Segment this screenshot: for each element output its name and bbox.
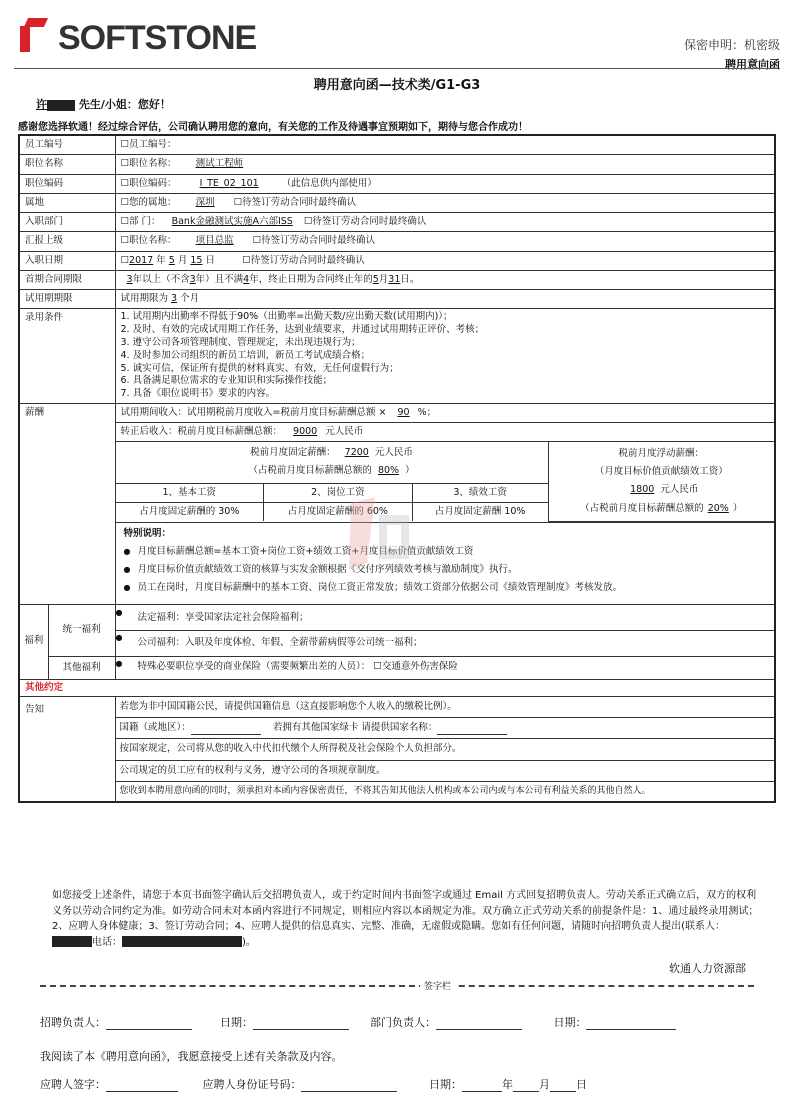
row-conditions: [19, 309, 775, 404]
row-probation: 试用期期限 试用期限为 3 个月: [19, 290, 775, 309]
condition-item: 7. 具备《职位说明书》要求的内容。: [120, 388, 276, 400]
notice-line: 公司规定的员工应有的权利与义务，遵守公司的各项规章制度。: [116, 761, 775, 782]
row-location: [19, 193, 775, 212]
date-blank[interactable]: [586, 1018, 676, 1030]
salary-breakdown-table: 税前月度固定薪酬： 7200 元人民币 （占税前月度目标薪酬总额的 80% ） 税前月度浮动薪酬： （月度目标价值贡献绩效工资） 1800 元人民币 （占税前月度目标薪酬总额的 20% ） 1、基本工资 2、岗位工资 3、绩效工资 占月度固定薪酬的 30% 占月度固定薪酬的 60% 占月度固定薪酬 10%: [116, 442, 775, 521]
ratio-basic: 占月度固定薪酬的 30%: [116, 502, 264, 521]
checkbox-pending[interactable]: [234, 197, 243, 208]
offer-table: [18, 134, 776, 803]
special-note-item: ● 月度目标薪酬总额=基本工资+岗位工资+绩效工资+月度目标价值贡献绩效工资: [124, 545, 767, 559]
nationality-blank[interactable]: [191, 723, 261, 735]
checkbox-pending[interactable]: [242, 255, 251, 266]
float-salary-sub: （月度目标价值贡献绩效工资）: [594, 466, 728, 478]
recruiter-label: 招聘负责人：: [40, 1016, 106, 1029]
special-note-item: ● 员工在岗时，月度目标薪酬中的基本工资、岗位工资正常发放；绩效工资部分依据公司《绩效管理制度》考核发放。: [124, 581, 767, 595]
confidentiality-label: 保密申明：机密级: [683, 38, 780, 52]
location-pending: 待签订劳动合同时最终确认: [242, 196, 357, 208]
acceptance-statement: 我阅读了本《聘用意向函》，我愿意接受上述有关条款及内容。: [40, 1050, 343, 1063]
row-position-name: [19, 155, 775, 174]
label-location: 属地: [19, 193, 115, 212]
redacted-name: [47, 100, 75, 111]
year-label: 年: [501, 1078, 513, 1091]
condition-item: 1. 试用期内出勤率不得低于90%（出勤率=出勤天数/应出勤天数(试用期内)）；: [120, 311, 453, 323]
department-prefix: 部 门：: [129, 216, 161, 227]
label-position-code: 职位编码: [19, 174, 115, 193]
label-other-benefits: 其他福利: [48, 657, 115, 679]
position-name-value: 测试工程师: [195, 158, 244, 170]
float-salary-amount: 1800: [630, 484, 655, 496]
regular-income-amount: 9000: [293, 426, 318, 438]
checkbox[interactable]: [121, 158, 130, 169]
condition-item: 6. 具备满足职位需求的专业知识和实际操作技能；: [120, 375, 333, 387]
checkbox[interactable]: [373, 661, 382, 672]
fixed-salary-amount: 7200: [344, 447, 369, 459]
applicant-id-blank[interactable]: [301, 1080, 397, 1092]
unified-benefit-text: 法定福利：享受国家法定社会保险福利；: [137, 612, 309, 624]
contract-years-c: 4: [243, 273, 250, 285]
redacted-phone: [122, 936, 242, 947]
recruiter-blank[interactable]: [106, 1018, 192, 1030]
row-salary: [19, 403, 775, 422]
label-start-date: 入职日期: [19, 251, 115, 270]
position-code-note: （此信息供内部使用）: [281, 177, 377, 189]
location-prefix: 您的属地：: [129, 196, 177, 208]
probation-income-unit: %；: [417, 406, 437, 418]
other-benefit-text: 特殊必要职位享受的商业保险（需要频繁出差的人员）：: [137, 660, 371, 672]
probation-income-text: 试用期间收入：试用期税前月度收入=税前月度目标薪酬总额 ×: [120, 406, 387, 418]
name-prefix: 许: [36, 98, 47, 111]
notice-line: 您收到本聘用意向函的同时，须承担对本函内容保密责任，不将其告知其他法人机构或本公司内或与本公司有利益关系的其他自然人。: [119, 785, 651, 796]
contract-end-day: 31: [388, 273, 401, 285]
unified-benefit-text: 公司福利：入职及年度体检、年假、全薪带薪病假等公司统一福利；: [137, 637, 423, 649]
component-post: 2、岗位工资: [264, 483, 413, 502]
checkbox[interactable]: [121, 178, 130, 189]
applicant-sign-row: [40, 1076, 587, 1092]
date-label: 日期：: [553, 1016, 587, 1029]
date-blank[interactable]: [253, 1018, 349, 1030]
fixed-salary-unit: 元人民币: [374, 447, 413, 459]
unified-benefit-item: [116, 606, 775, 631]
month-label: 月: [538, 1078, 550, 1091]
float-ratio-prefix: （占税前月度目标薪酬总额的: [580, 502, 704, 514]
row-position-code: [19, 174, 775, 193]
watermark-icon: [345, 493, 417, 575]
position-code-prefix: 职位编码：: [129, 177, 177, 189]
date-label: 日期：: [428, 1078, 462, 1091]
day-label: 日: [575, 1078, 587, 1091]
department-pending: 待签订劳动合同时最终确认: [312, 216, 427, 227]
checkbox[interactable]: [121, 197, 130, 208]
logo-mark: [20, 26, 30, 52]
report-to-pending: 待签订劳动合同时最终确认: [261, 235, 376, 247]
checkbox[interactable]: [121, 216, 130, 227]
checkbox[interactable]: [121, 235, 130, 246]
location-value: 深圳: [195, 196, 215, 208]
applicant-sign-blank[interactable]: [106, 1080, 178, 1092]
logo-text: SOFTSTONE: [58, 19, 257, 57]
year-blank[interactable]: [462, 1080, 502, 1092]
employee-no-text: 员工编号：: [129, 139, 177, 150]
probation-income-pct: 90: [397, 406, 410, 418]
component-basic: 1、基本工资: [116, 483, 264, 502]
date-label: 日期：: [219, 1016, 253, 1029]
label-benefits: 福利: [20, 605, 48, 679]
ratio-performance: 占月度固定薪酬 10%: [412, 502, 548, 521]
dept-head-blank[interactable]: [436, 1018, 522, 1030]
nationality-label: 国籍（或地区）：: [119, 722, 191, 734]
regular-income-unit: 元人民币: [325, 426, 364, 438]
applicant-id-label: 应聘人身份证号码：: [202, 1078, 302, 1091]
other-agreement-heading: 其他约定: [19, 679, 775, 696]
page-title: 聘用意向函—技术类/G1-G3: [313, 78, 481, 93]
softstone-logo: [20, 18, 257, 58]
unified-benefit-item: [116, 631, 775, 656]
component-performance: 3、绩效工资: [412, 483, 548, 502]
row-report-to: [19, 232, 775, 251]
benefits-label-table: [20, 605, 115, 679]
checkbox-pending[interactable]: [253, 235, 262, 246]
other-benefit-check: 交通意外伤害保险: [381, 660, 458, 672]
row-benefits: [19, 604, 775, 679]
applicant-sign-label: 应聘人签字：: [40, 1078, 106, 1091]
condition-item: 4. 及时参加公司组织的新员工培训，新员工考试成绩合格；: [120, 349, 371, 361]
contract-years-a: 3: [126, 273, 133, 285]
notice-line: 若您为非中国国籍公民，请提供国籍信息（这直接影响您个人收入的缴税比例）。: [116, 697, 775, 718]
report-to-value: 项目总监: [195, 235, 234, 247]
start-date-pending: 待签订劳动合同时最终确认: [250, 254, 365, 266]
fixed-ratio: 80%: [377, 465, 400, 477]
ratio-post: 占月度固定薪酬的 60%: [264, 502, 413, 521]
label-conditions: 录用条件: [19, 309, 115, 404]
label-notice: 告知: [19, 696, 115, 802]
department-value: Bank金融测试实施A六部ISS: [171, 216, 293, 227]
checkbox[interactable]: [121, 255, 130, 266]
footer-text: [52, 888, 762, 950]
greeting: [36, 96, 171, 112]
contract-years-b: 3: [189, 273, 196, 285]
row-start-date: 入职日期 ☐ 2017 年 5 月 15 日 ☐ 待签订劳动合同时最终确认: [19, 251, 775, 270]
document-name: 聘用意向函: [725, 58, 780, 71]
fixed-salary-title: 税前月度固定薪酬：: [250, 447, 336, 459]
position-code-value: I_TE_02_101: [199, 177, 259, 189]
label-position-name: 职位名称: [19, 155, 115, 174]
label-report-to: 汇报上级: [19, 232, 115, 251]
regular-income-text: 转正后收入：税前月度目标薪酬总额：: [120, 426, 283, 438]
footer-tel-label: 电话：: [92, 936, 122, 948]
redacted-contact: [52, 936, 92, 947]
report-to-prefix: 职位名称：: [129, 235, 177, 247]
fixed-ratio-prefix: （占税前月度目标薪酬总额的: [248, 465, 372, 477]
header-right: [684, 36, 780, 72]
float-salary-unit: 元人民币: [660, 484, 699, 496]
signature-divider: [40, 985, 754, 987]
probation-months: 3: [171, 293, 178, 304]
thanks-text: 感谢您选择软通！经过综合评估，公司确认聘用您的意向，有关您的工作及待遇事宜预期如下，期待与您合作成功！: [18, 122, 528, 133]
hr-department: 软通人力资源部: [669, 962, 746, 975]
start-day: 15: [190, 254, 203, 266]
position-name-prefix: 职位名称：: [129, 158, 177, 170]
special-notes-title: 特别说明：: [123, 527, 172, 539]
condition-item: 2. 及时、有效的完成试用期工作任务，达到业绩要求，并通过试用期转正评价、考核；: [120, 324, 485, 336]
footer-paragraph: 如您接受上述条件，请您于本页书面签字确认后交招聘负责人，或于约定时间内书面签字或通过 Email 方式回复招聘负责人。劳动关系正式确立后，双方的权利义务以劳动合同约定为准。如劳动合同未对本函内容进行不同规定，则相应内容以本函规定为准。双方确立正式劳动关系的前提条件是：1、通过最终录用测试； 2、应聘人身体健康；3、签订劳动合同；4、应聘人提供的信息真实、完整、准确，无虚假或隐瞒。您如有任何问题，请随时向招聘负责人提出(联系人：: [52, 890, 759, 932]
row-department: [19, 213, 775, 232]
dept-head-label: 部门负责人：: [369, 1016, 436, 1029]
contract-end-month: 5: [372, 273, 379, 285]
row-other-agreement: [19, 679, 775, 696]
row-regular-income: [19, 423, 775, 442]
special-note-item: ● 月度目标价值贡献绩效工资的核算与实发金额根据《交付序列绩效考核与激励制度》执行。: [124, 563, 767, 577]
month-blank[interactable]: [513, 1080, 539, 1092]
checkbox[interactable]: [121, 139, 130, 150]
label-unified-benefits: 统一福利: [48, 605, 115, 657]
logo-mark-dot: [24, 18, 48, 27]
notice-line: 按国家规定，公司将从您的收入中代扣代缴个人所得税及社会保险个人负担部分。: [116, 739, 775, 760]
other-benefit-item: [116, 657, 775, 677]
label-first-contract: 首期合同期限: [19, 270, 115, 289]
start-year: 2017: [129, 254, 154, 266]
row-notice: [19, 696, 775, 802]
label-employee-no: 员工编号: [19, 135, 115, 155]
day-blank[interactable]: [550, 1080, 576, 1092]
label-salary: 薪酬: [19, 403, 115, 604]
row-first-contract: 首期合同期限 3年以上（不含3年）且不满4年，终止日期为合同终止年的5月31日。: [19, 270, 775, 289]
greencard-label: 若拥有其他国家绿卡 请提供国家名称：: [272, 722, 438, 734]
greencard-blank[interactable]: [437, 723, 507, 735]
signature-title: 签字栏: [420, 979, 455, 992]
recruiter-sign-row: [40, 1014, 676, 1030]
footer-end: )。: [242, 936, 256, 948]
salutation: 先生/小姐：您好！: [78, 98, 171, 111]
float-salary-title: 税前月度浮动薪酬：: [618, 448, 704, 460]
float-ratio: 20%: [707, 502, 729, 514]
label-probation: 试用期期限: [19, 290, 115, 309]
label-department: 入职部门: [19, 213, 115, 232]
row-employee-no: [19, 135, 775, 155]
header-divider: [14, 68, 780, 69]
condition-item: 5. 诚实可信，保证所有提供的材料真实、有效，无任何虚假行为；: [120, 362, 399, 374]
condition-item: 3. 遵守公司各项管理制度、管理规定，未出现违规行为；: [120, 336, 361, 348]
start-month: 5: [168, 254, 175, 266]
